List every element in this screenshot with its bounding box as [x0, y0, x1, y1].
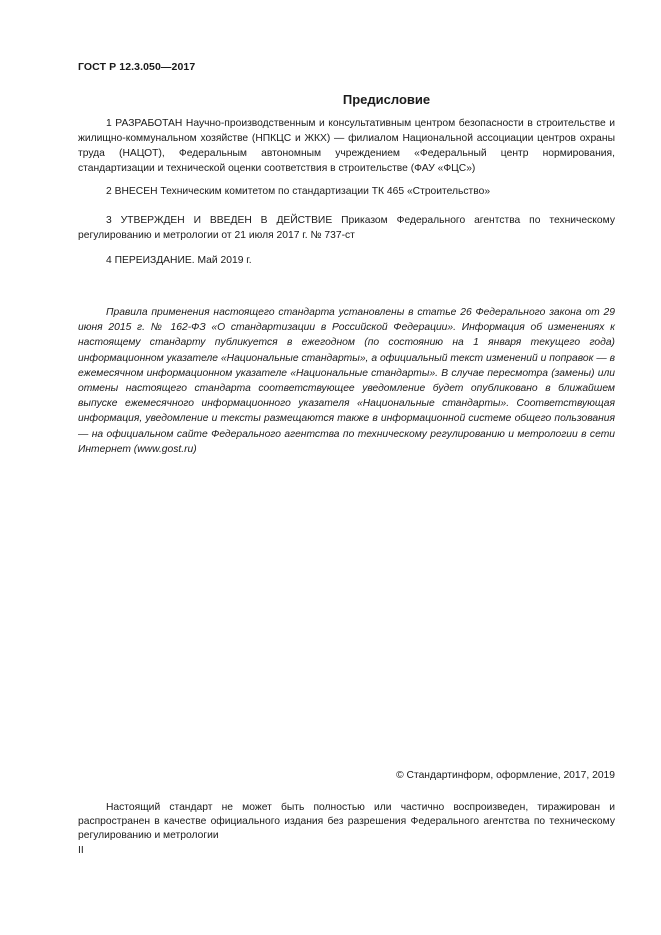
copyright-line: © Стандартинформ, оформление, 2017, 2019 [396, 770, 615, 781]
preface-item-1: 1 РАЗРАБОТАН Научно-производственным и консультативным центром безопасности в строительстве и жилищно-коммунальном хозяйстве (НПКЦС и ЖКХ) — филиалом Национальной ассоциации центров охраны труда (НАЦОТ), Федеральным автономным учреждением «Федеральный центр нормирования, стандартизации и технической оценки соответствия в строительстве (ФАУ «ФЦС») [78, 118, 615, 174]
preface-item-3: 3 УТВЕРЖДЕН И ВВЕДЕН В ДЕЙСТВИЕ Приказом Федерального агентства по техническому регулированию и метрологии от 21 июля 2017 г. № 737-ст [78, 215, 615, 241]
page-number: II [78, 845, 84, 856]
reproduction-notice: Настоящий стандарт не может быть полностью или частично воспроизведен, тиражирован и распространен в качестве официального издания без разрешения Федерального агентства по техническому регулированию и метрологии [78, 802, 615, 841]
document-code-header: ГОСТ Р 12.3.050—2017 [78, 61, 196, 73]
section-title: Предисловие [342, 92, 431, 107]
preface-item-4: 4 ПЕРЕИЗДАНИЕ. Май 2019 г. [106, 255, 252, 266]
preface-item-2: 2 ВНЕСЕН Техническим комитетом по стандартизации ТК 465 «Строительство» [106, 186, 491, 197]
application-rules-notice: Правила применения настоящего стандарта установлены в статье 26 Федерального закона от 29 июня 2015 г. № 162-ФЗ «О стандартизации в Российской Федерации». Информация об изменениях к настоящему стандарту публикуется в ежегодном (по состоянию на 1 января текущего года) информационном указателе «Национальные стандарты», а официальный текст изменений и поправок — в ежемесячном информационном указателе «Национальные стандарты». В случае пересмотра (замены) или отмены настоящего стандарта соответствующее уведомление будет опубликовано в ближайшем выпуске ежемесячного информационного указателя «Национальные стандарты». Соответствующая информация, уведомление и тексты размещаются также в информационной системе общего пользования — на официальном сайте Федерального агентства по техническому регулированию и метрологии в сети Интернет (www.gost.ru) [78, 307, 615, 455]
